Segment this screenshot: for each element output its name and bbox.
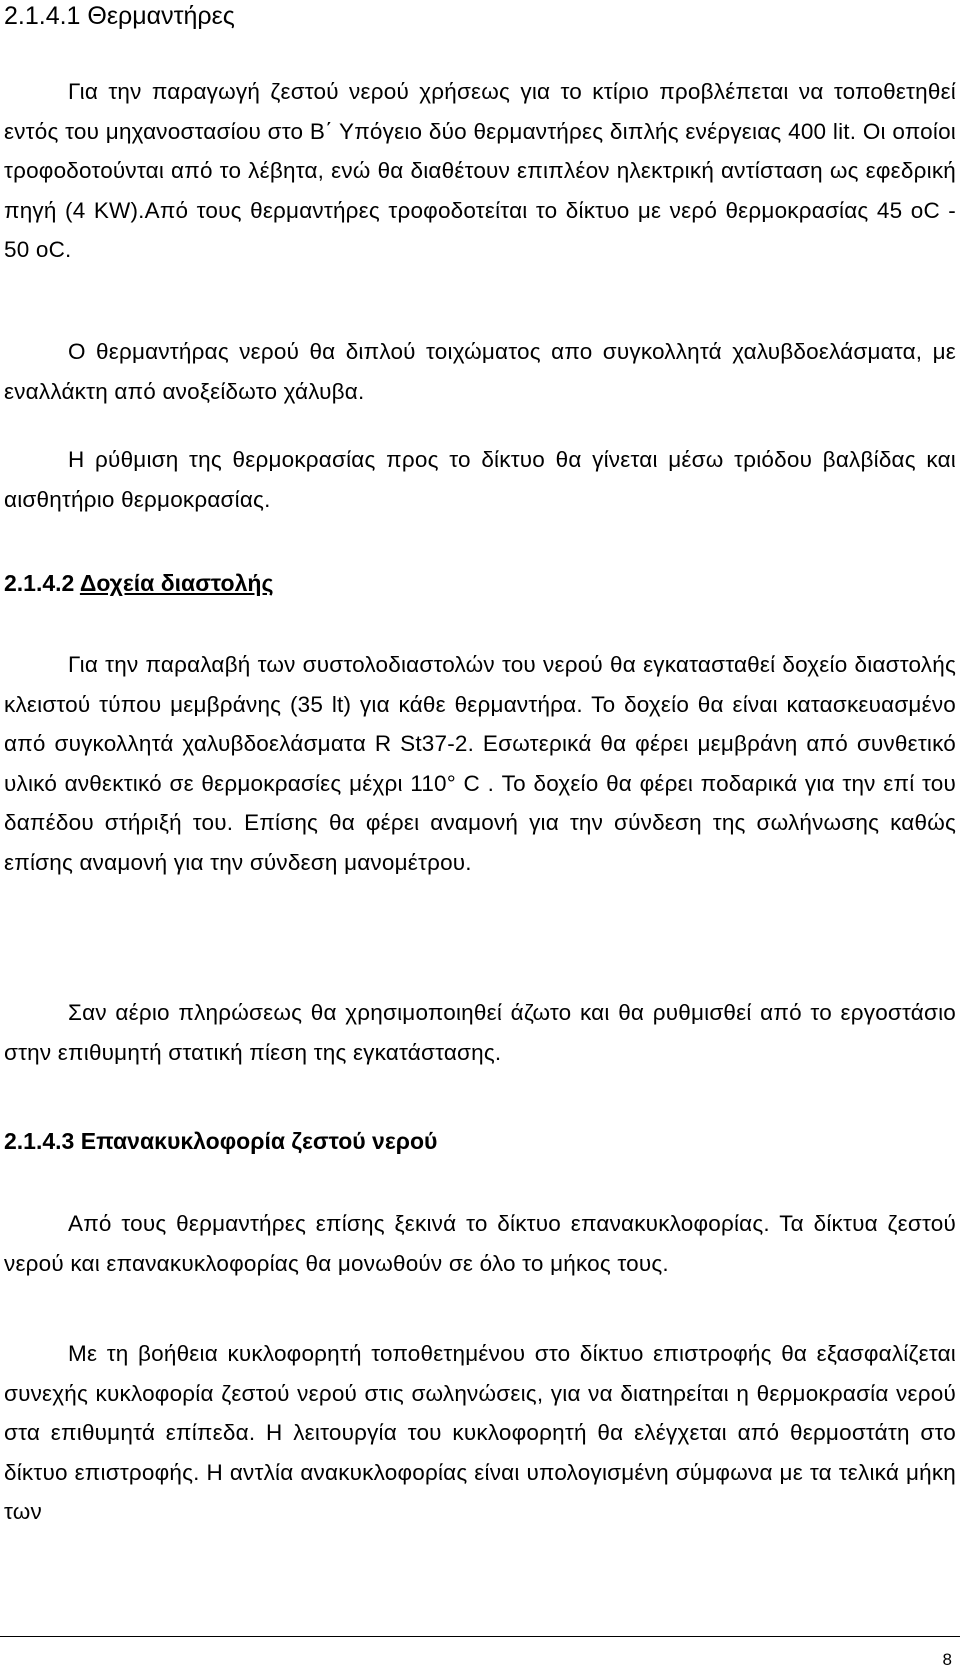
section-number: 2.1.4.1: [4, 2, 81, 30]
footer-divider: [0, 1636, 960, 1637]
section-heading-hot-water-recirculation: [4, 1128, 437, 1155]
section-number: 2.1.4.2: [4, 570, 75, 596]
section-heading-heaters: [4, 2, 235, 31]
section-number: 2.1.4.3: [4, 1128, 75, 1154]
paragraph: Για την παραλαβή των συστολοδιαστολών του νερού θα εγκατασταθεί δοχείο διαστολής κλειστού τύπου μεμβράνης (35 lt) για κάθε θερμαντήρα. Το δοχείο θα είναι κατασκευασμένο από συγκολλητά χαλυβδοελάσματα R St37-2. Εσωτερικά θα φέρει μεμβράνη από συνθετικό υλικό ανθεκτικό σε θερμοκρασίες μέχρι 110° C . Το δοχείο θα φέρει ποδαρικά για την επί του δαπέδου στήριξή του. Επίσης θα φέρει αναμονή για την σύνδεση της σωλήνωσης καθώς επίσης αναμονή για την σύνδεση μανομέτρου.: [4, 652, 956, 875]
section-heading-expansion-tanks: [4, 570, 273, 597]
paragraph: Για την παραγωγή ζεστού νερού χρήσεως για το κτίριο προβλέπεται να τοποθετηθεί εντός του μηχανοστασίου στο Β΄ Υπόγειο δύο θερμαντήρες διπλής ενέργειας 400 lit. Οι οποίοι τροφοδοτούνται από το λέβητα, ενώ θα διαθέτουν επιπλέον ηλεκτρική αντίσταση ως εφεδρική πηγή (4 KW).Από τους θερμαντήρες τροφοδοτείται το δίκτυο με νερό θερμοκρασίας 45 oC - 50 oC.: [4, 79, 956, 263]
paragraph: Από τους θερμαντήρες επίσης ξεκινά το δίκτυο επανακυκλοφορίας. Τα δίκτυα ζεστού νερού και επανακυκλοφορίας θα μονωθούν σε όλο το μήκος τους.: [4, 1211, 956, 1276]
page-number: 8: [942, 1650, 952, 1669]
paragraph: Ο θερμαντήρας νερού θα διπλού τοιχώματος απο συγκολλητά χαλυβδοελάσματα, με εναλλάκτη από ανοξείδωτο χάλυβα.: [4, 339, 956, 404]
section-title: Δοχεία διαστολής: [79, 570, 274, 596]
paragraph: Με τη βοήθεια κυκλοφορητή τοποθετημένου στο δίκτυο επιστροφής θα εξασφαλίζεται συνεχής κυκλοφορία ζεστού νερού στις σωληνώσεις, για να διατηρείται η θερμοκρασία νερού στα επιθυμητά επίπεδα. Η λειτουργία του κυκλοφορητή θα ελέγχεται από θερμοστάτη στο δίκτυο επιστροφής. Η αντλία ανακυκλοφορίας είναι υπολογισμένη σύμφωνα με τα τελικά μήκη των: [4, 1341, 956, 1525]
paragraph: Η ρύθμιση της θερμοκρασίας προς το δίκτυο θα γίνεται μέσω τριόδου βαλβίδας και αισθητήριο θερμοκρασίας.: [4, 447, 956, 512]
section-title: Επανακυκλοφορία ζεστού νερού: [80, 1128, 438, 1154]
paragraph: Σαν αέριο πληρώσεως θα χρησιμοποιηθεί άζωτο και θα ρυθμισθεί από το εργοστάσιο στην επιθυμητή στατική πίεση της εγκατάστασης.: [4, 1000, 956, 1065]
section-title: Θερμαντήρες: [87, 2, 235, 30]
